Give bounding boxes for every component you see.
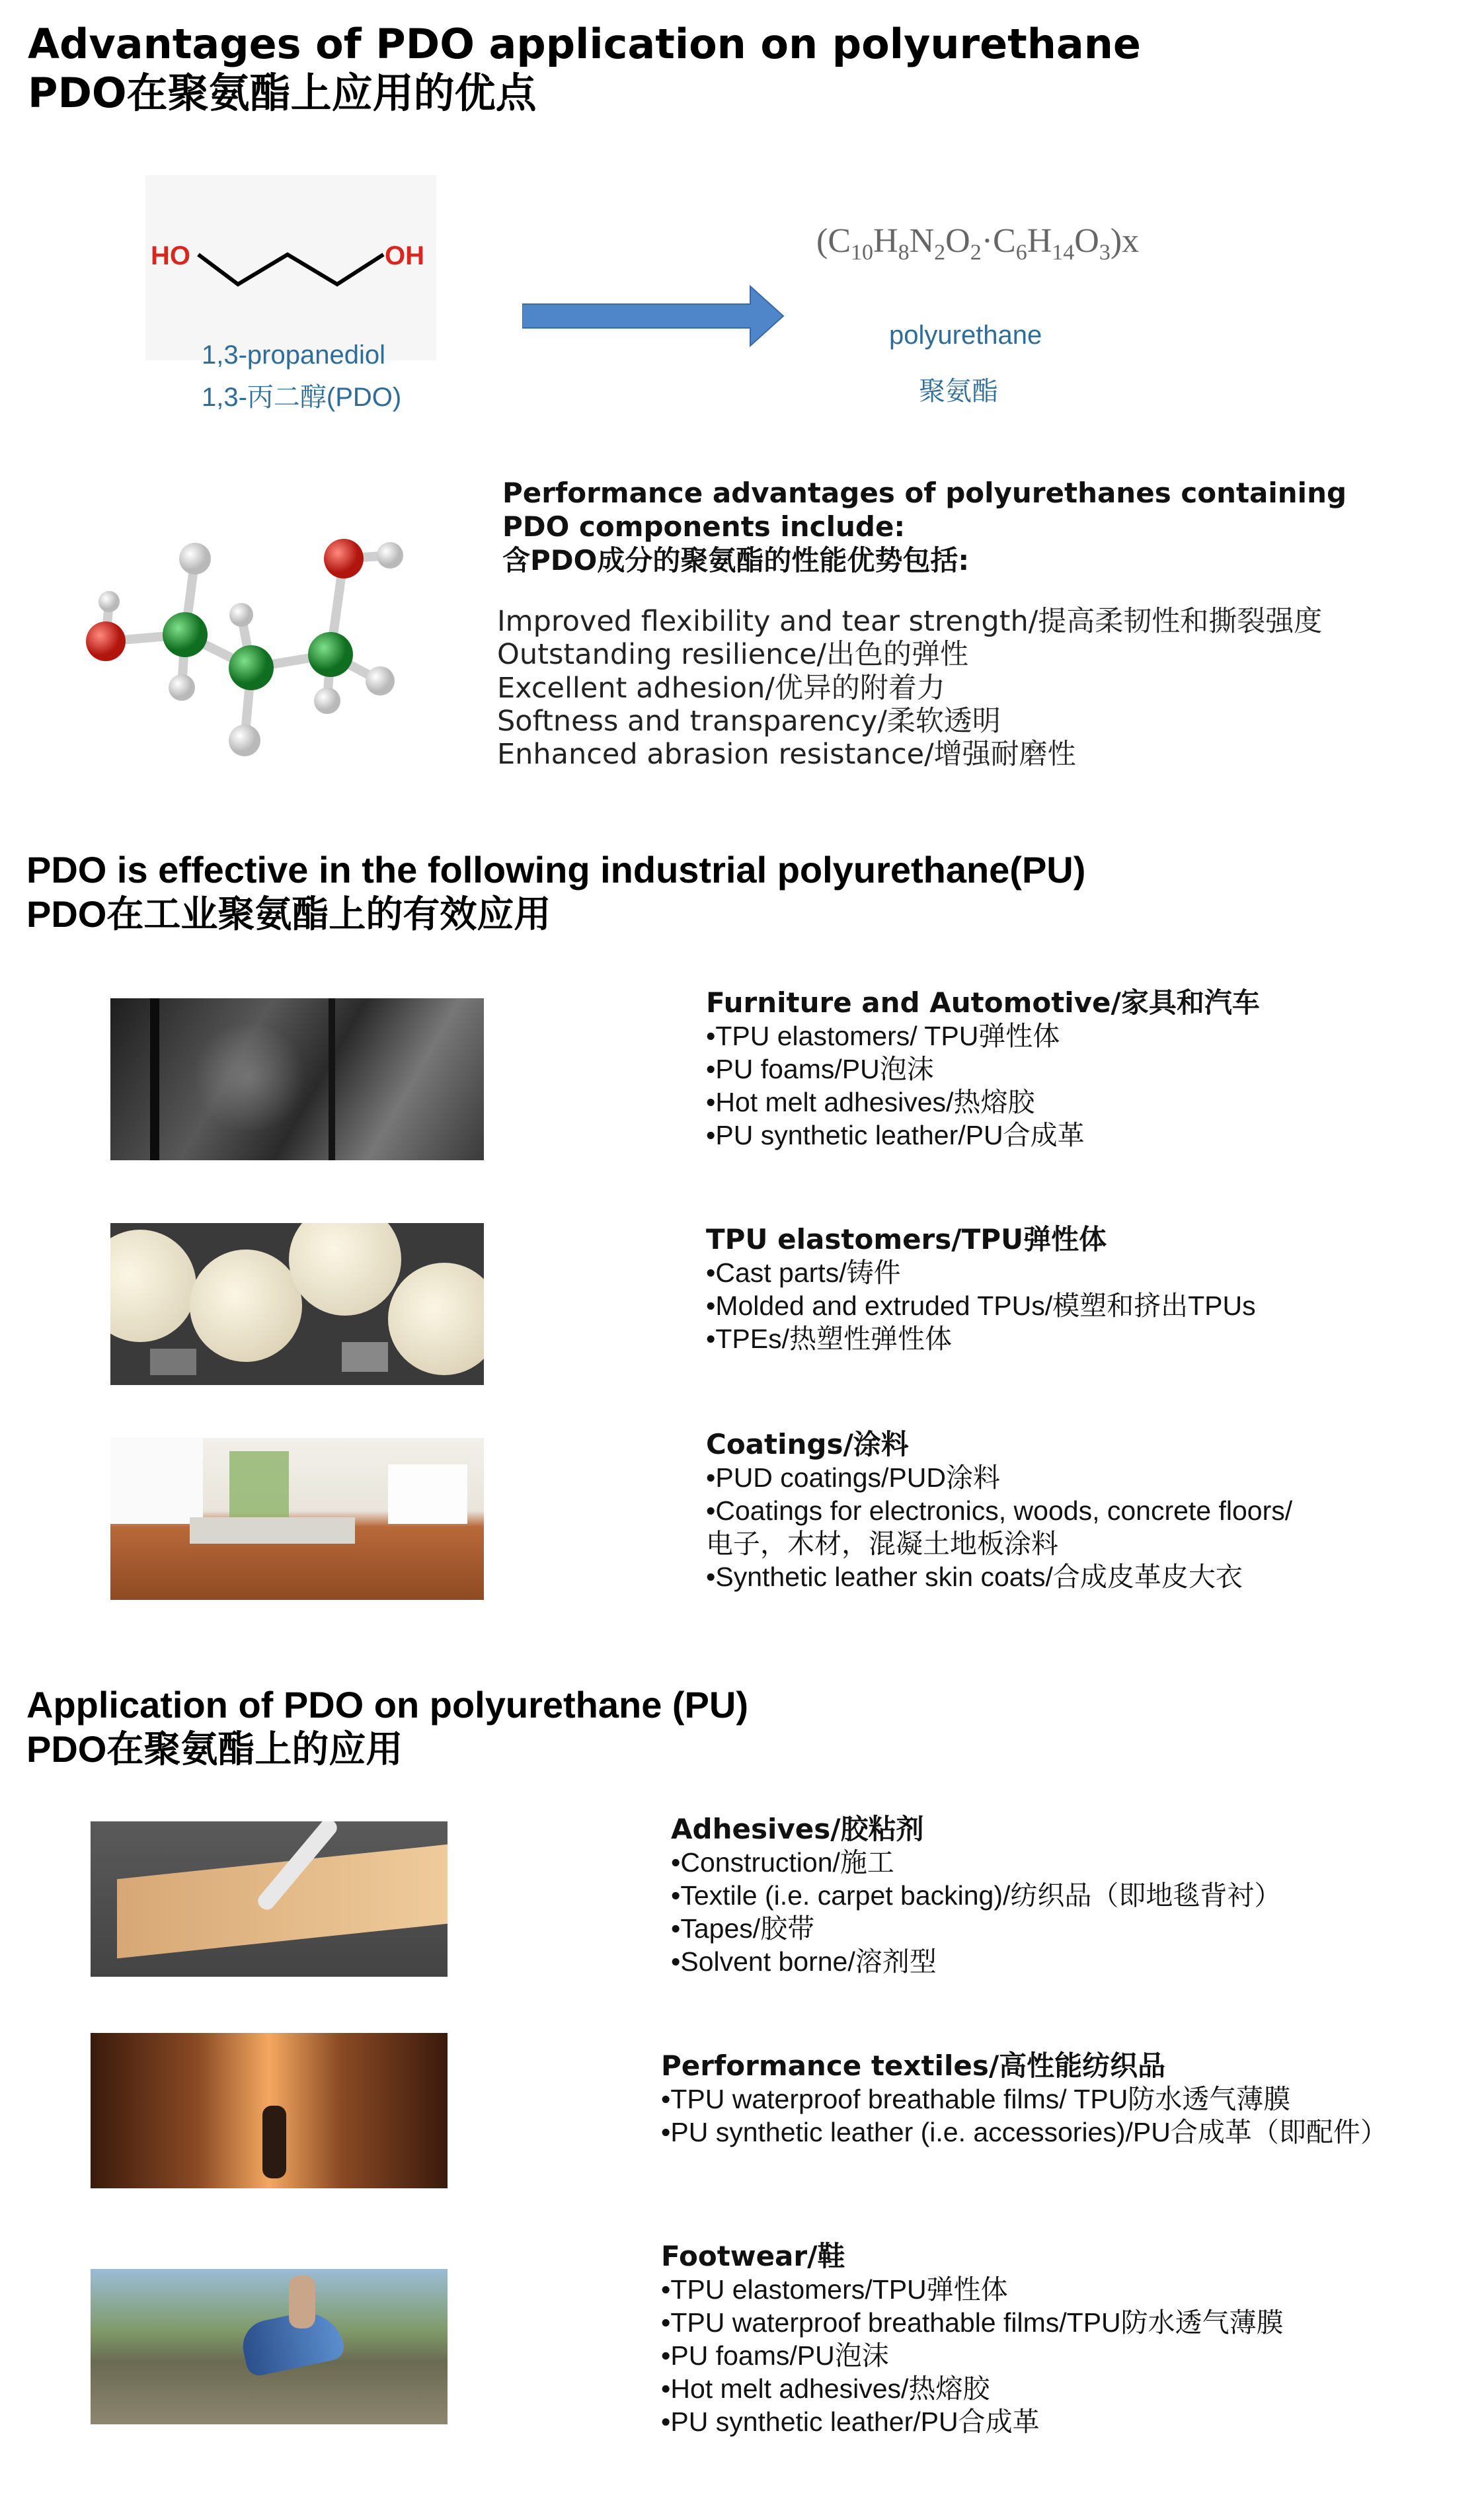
list-item: •PU synthetic leather/PU合成革: [661, 2406, 1040, 2438]
furniture-automotive-block: [706, 986, 1260, 1152]
list-item: Softness and transparency/柔软透明: [497, 704, 1001, 738]
leather-seat-photo: [110, 998, 484, 1160]
adhesive-photo: [91, 1821, 448, 1977]
block-title: Footwear/鞋: [661, 2240, 845, 2272]
footwear-photo: [91, 2269, 448, 2424]
list-item: •TPU elastomers/TPU弹性体: [661, 2274, 1008, 2305]
list-item: •Hot melt adhesives/热熔胶: [661, 2373, 990, 2404]
page-title-cn: PDO在聚氨酯上应用的优点: [28, 69, 537, 118]
performance-textiles-photo: [91, 2033, 448, 2188]
list-item: •Synthetic leather skin coats/合成皮革皮大衣: [706, 1562, 1243, 1593]
polyurethane-name-en: polyurethane: [889, 321, 1042, 350]
block-title: TPU elastomers/TPU弹性体: [706, 1223, 1107, 1255]
list-item: •TPEs/热塑性弹性体: [706, 1324, 952, 1355]
list-item: •TPU elastomers/ TPU弹性体: [706, 1021, 1060, 1052]
list-item: Improved flexibility and tear strength/提高柔韧性和撕裂强度: [497, 605, 1323, 638]
list-item: •PUD coatings/PUD涂料: [706, 1462, 1000, 1493]
list-item: •Solvent borne/溶剂型: [671, 1946, 937, 1977]
ho-label: HO: [151, 241, 190, 270]
pdo-name: [202, 334, 401, 418]
block-title: Furniture and Automotive/家具和汽车: [706, 986, 1260, 1019]
page-title-en: Advantages of PDO application on polyurethane: [28, 20, 1141, 68]
industrial-heading-cn: PDO在工业聚氨酯上的有效应用: [26, 893, 551, 935]
list-item: •Molded and extruded TPUs/模塑和挤出TPUs: [706, 1291, 1256, 1322]
list-item: •Cast parts/铸件: [706, 1257, 901, 1289]
block-title: Performance textiles/高性能纺织品: [661, 2049, 1166, 2082]
performance-heading-cn: 含PDO成分的聚氨酯的性能优势包括:: [502, 544, 970, 577]
performance-list: [497, 605, 1322, 771]
application-heading-en: Application of PDO on polyurethane (PU): [26, 1684, 748, 1726]
pdo-name-cn: 1,3-丙二醇(PDO): [202, 383, 402, 412]
list-item: •PU synthetic leather/PU合成革: [706, 1120, 1085, 1151]
application-heading: [26, 1683, 748, 1771]
tpu-elastomers-block: [706, 1223, 1256, 1355]
block-title: Adhesives/胶粘剂: [671, 1813, 924, 1845]
polyurethane-formula: $(C_{10}H_8N_2O_2\cdot C_6H_{14}O_3)x$: [816, 222, 1140, 265]
list-item: •Textile (i.e. carpet backing)/纺织品（即地毯背衬）: [671, 1880, 1282, 1911]
list-item: •Construction/施工: [671, 1847, 894, 1878]
reaction-arrow-icon: [522, 284, 787, 350]
list-item: Outstanding resilience/出色的弹性: [497, 638, 969, 672]
list-item: 电子，木材，混凝土地板涂料: [706, 1529, 1058, 1560]
pdo-ball-stick-model: [73, 522, 416, 774]
industrial-heading: [26, 848, 1085, 936]
performance-heading-line1: Performance advantages of polyurethanes containing: [502, 477, 1347, 509]
block-title: Coatings/涂料: [706, 1428, 909, 1460]
list-item: •PU foams/PU泡沫: [661, 2340, 889, 2371]
pdo-skeletal-formula: [145, 175, 436, 307]
page-title: [28, 20, 1141, 118]
list-item: Enhanced abrasion resistance/增强耐磨性: [497, 738, 1076, 772]
performance-textiles-block: [661, 2049, 1387, 2149]
industrial-heading-en: PDO is effective in the following industrial polyurethane(PU): [26, 849, 1086, 891]
performance-heading-line2: PDO components include:: [502, 510, 906, 543]
adhesives-block: [671, 1813, 1281, 1978]
list-item: •Hot melt adhesives/热熔胶: [706, 1087, 1035, 1118]
coatings-block: [706, 1428, 1292, 1593]
application-heading-cn: PDO在聚氨酯上的应用: [26, 1728, 403, 1770]
list-item: •Tapes/胶带: [671, 1913, 815, 1944]
pdo-name-en: 1,3-propanediol: [202, 340, 385, 370]
polyurethane-name-cn: 聚氨酯: [919, 377, 998, 406]
list-item: Excellent adhesion/优异的附着力: [497, 671, 945, 705]
performance-heading: [502, 476, 1347, 578]
footwear-block: [661, 2240, 1284, 2438]
list-item: •TPU waterproof breathable films/ TPU防水透气薄膜: [661, 2084, 1291, 2115]
list-item: •TPU waterproof breathable films/TPU防水透气薄膜: [661, 2307, 1284, 2338]
coated-floor-photo: [110, 1438, 484, 1600]
list-item: •PU synthetic leather (i.e. accessories)/PU合成革（即配件）: [661, 2117, 1387, 2148]
pdo-structure-panel: [145, 175, 436, 360]
tpu-wheels-photo: [110, 1223, 484, 1385]
list-item: •PU foams/PU泡沫: [706, 1054, 934, 1085]
list-item: •Coatings for electronics, woods, concrete floors/: [706, 1495, 1293, 1527]
oh-label: OH: [385, 241, 424, 270]
